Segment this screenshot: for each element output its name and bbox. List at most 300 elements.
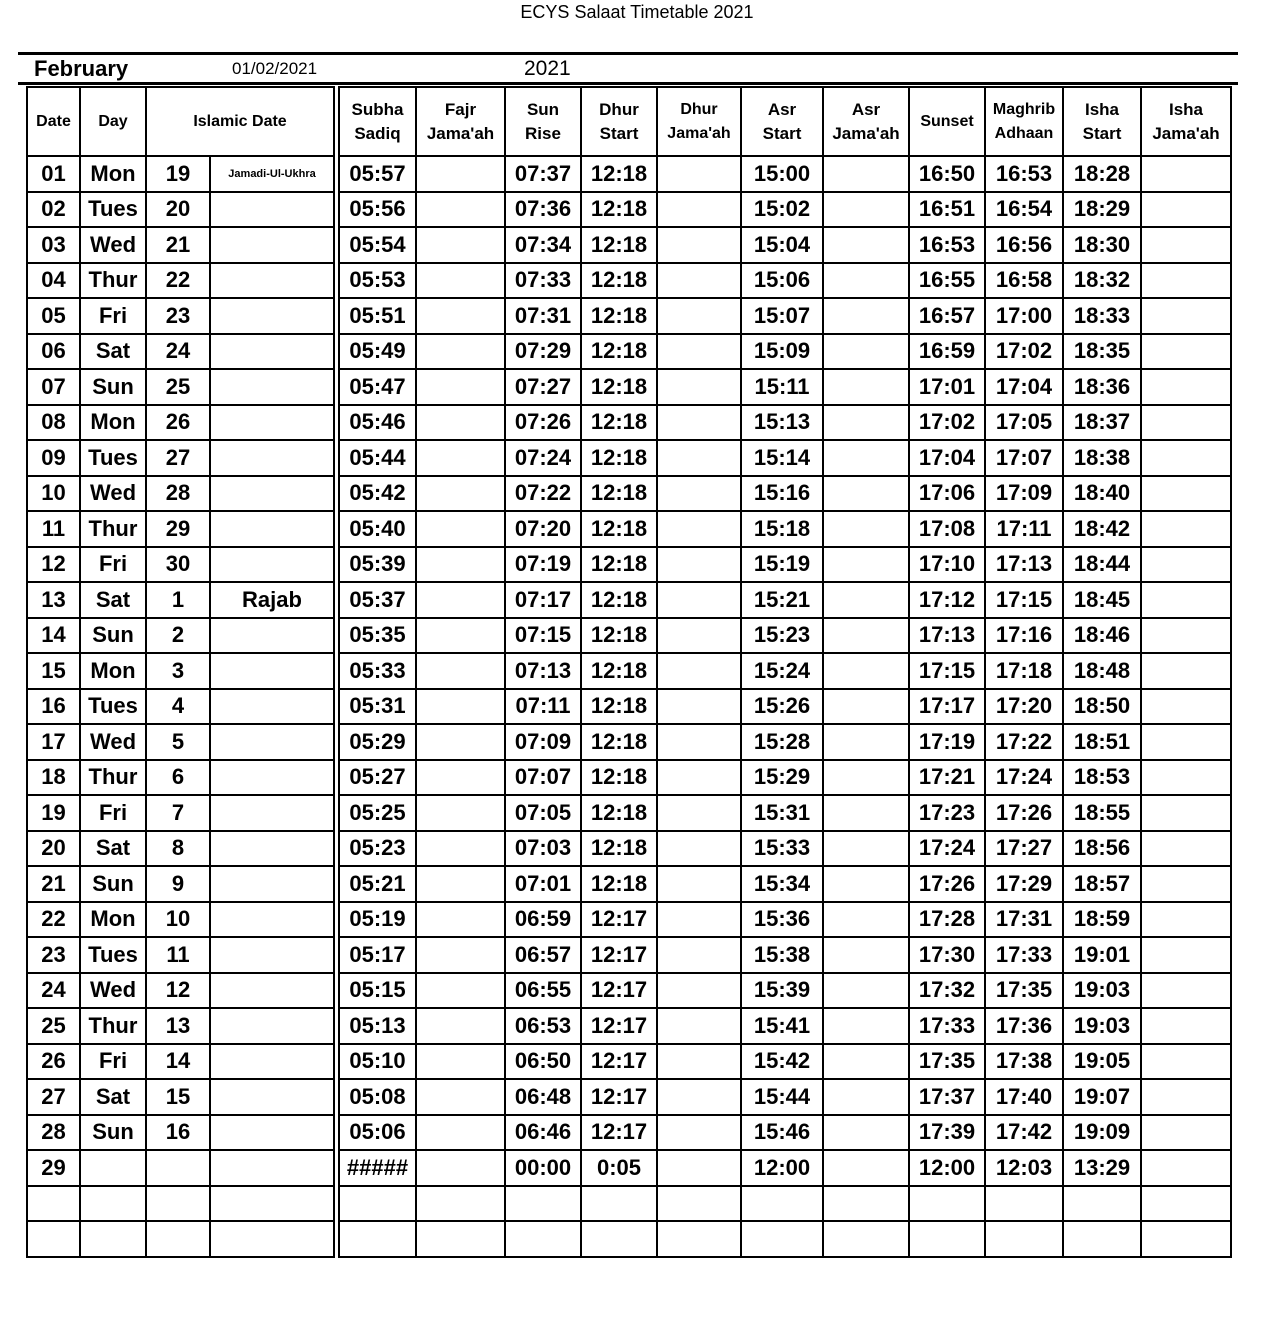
sunrise-cell: 06:59 bbox=[505, 902, 581, 938]
col-asr-jamaah-header: Asr Jama'ah bbox=[823, 87, 909, 156]
asr-jamaah-cell bbox=[823, 1115, 909, 1151]
day-cell: Sun bbox=[80, 369, 146, 405]
col-isha-jamaah-header: Isha Jama'ah bbox=[1141, 87, 1231, 156]
day-cell: Sat bbox=[80, 334, 146, 370]
day-cell: Sat bbox=[80, 582, 146, 618]
dhur-jamaah-cell bbox=[657, 227, 741, 263]
date-table bbox=[26, 86, 335, 1258]
sunrise-cell: 07:24 bbox=[505, 440, 581, 476]
table-row bbox=[339, 334, 1231, 370]
islamic-day-cell: 22 bbox=[146, 263, 210, 299]
asr-start-cell: 15:31 bbox=[741, 795, 823, 831]
sunset-cell: 17:06 bbox=[909, 476, 985, 512]
isha-jamaah-cell bbox=[1141, 334, 1231, 370]
fajr-jamaah-cell bbox=[416, 227, 505, 263]
dhur-start-cell: 12:18 bbox=[581, 369, 657, 405]
dhur-start-cell: 12:17 bbox=[581, 1044, 657, 1080]
islamic-month-cell bbox=[210, 973, 334, 1009]
maghrib-adhaan-cell: 17:15 bbox=[985, 582, 1063, 618]
sunrise-cell: 07:13 bbox=[505, 653, 581, 689]
year-label: 2021 bbox=[524, 57, 571, 80]
islamic-month-cell bbox=[210, 1008, 334, 1044]
asr-start-cell: 15:13 bbox=[741, 405, 823, 441]
sunrise-cell: 07:22 bbox=[505, 476, 581, 512]
dhur-jamaah-cell bbox=[657, 937, 741, 973]
date-cell: 06 bbox=[27, 334, 80, 370]
table-row bbox=[27, 724, 334, 760]
fajr-jamaah-cell bbox=[416, 618, 505, 654]
fajr-jamaah-cell bbox=[416, 547, 505, 583]
sunrise-cell: 07:17 bbox=[505, 582, 581, 618]
table-row bbox=[27, 1115, 334, 1151]
asr-jamaah-cell bbox=[823, 582, 909, 618]
dhur-start-cell: 12:18 bbox=[581, 192, 657, 228]
asr-jamaah-cell bbox=[823, 866, 909, 902]
fajr-jamaah-cell bbox=[416, 653, 505, 689]
islamic-day-cell: 9 bbox=[146, 866, 210, 902]
date-cell: 08 bbox=[27, 405, 80, 441]
asr-jamaah-cell bbox=[823, 1186, 909, 1222]
asr-jamaah-cell bbox=[823, 405, 909, 441]
dhur-start-cell: 12:18 bbox=[581, 405, 657, 441]
isha-start-cell: 19:03 bbox=[1063, 973, 1141, 1009]
asr-start-cell: 15:21 bbox=[741, 582, 823, 618]
date-cell: 23 bbox=[27, 937, 80, 973]
dhur-start-cell: 12:17 bbox=[581, 1008, 657, 1044]
sunset-cell: 17:32 bbox=[909, 973, 985, 1009]
day-cell: Sat bbox=[80, 831, 146, 867]
islamic-day-cell bbox=[146, 1221, 210, 1257]
asr-start-cell: 15:29 bbox=[741, 760, 823, 796]
isha-start-cell: 18:33 bbox=[1063, 298, 1141, 334]
isha-jamaah-cell bbox=[1141, 476, 1231, 512]
table-row bbox=[27, 1008, 334, 1044]
dhur-jamaah-cell bbox=[657, 866, 741, 902]
table-row bbox=[339, 227, 1231, 263]
subha-sadiq-cell: 05:23 bbox=[339, 831, 416, 867]
islamic-month-cell bbox=[210, 334, 334, 370]
date-cell: 02 bbox=[27, 192, 80, 228]
dhur-start-cell: 12:18 bbox=[581, 476, 657, 512]
maghrib-adhaan-cell: 17:02 bbox=[985, 334, 1063, 370]
islamic-day-cell: 30 bbox=[146, 547, 210, 583]
maghrib-adhaan-cell: 16:58 bbox=[985, 263, 1063, 299]
fajr-jamaah-cell bbox=[416, 973, 505, 1009]
asr-jamaah-cell bbox=[823, 1221, 909, 1257]
asr-jamaah-cell bbox=[823, 476, 909, 512]
islamic-day-cell: 20 bbox=[146, 192, 210, 228]
dhur-start-cell: 12:18 bbox=[581, 334, 657, 370]
sunrise-cell: 07:20 bbox=[505, 511, 581, 547]
isha-start-cell: 18:59 bbox=[1063, 902, 1141, 938]
maghrib-adhaan-cell: 17:05 bbox=[985, 405, 1063, 441]
subha-sadiq-cell: 05:17 bbox=[339, 937, 416, 973]
table-row bbox=[27, 866, 334, 902]
table-row bbox=[339, 1079, 1231, 1115]
date-cell: 03 bbox=[27, 227, 80, 263]
islamic-day-cell: 29 bbox=[146, 511, 210, 547]
day-cell: Thur bbox=[80, 760, 146, 796]
col-dhur-jamaah-header: Dhur Jama'ah bbox=[657, 87, 741, 156]
sunrise-cell: 07:26 bbox=[505, 405, 581, 441]
date-label: 01/02/2021 bbox=[232, 59, 318, 78]
islamic-day-cell: 4 bbox=[146, 689, 210, 725]
table-row bbox=[339, 1186, 1231, 1222]
asr-start-cell: 15:04 bbox=[741, 227, 823, 263]
maghrib-adhaan-cell bbox=[985, 1221, 1063, 1257]
isha-jamaah-cell bbox=[1141, 618, 1231, 654]
dhur-jamaah-cell bbox=[657, 1221, 741, 1257]
col-dhur-start-header: Dhur Start bbox=[581, 87, 657, 156]
maghrib-adhaan-cell: 16:54 bbox=[985, 192, 1063, 228]
date-cell: 09 bbox=[27, 440, 80, 476]
subha-sadiq-cell: 05:54 bbox=[339, 227, 416, 263]
dhur-jamaah-cell bbox=[657, 263, 741, 299]
col-isha-start-header: Isha Start bbox=[1063, 87, 1141, 156]
islamic-day-cell: 3 bbox=[146, 653, 210, 689]
col-date-header: Date bbox=[27, 87, 80, 156]
table-row bbox=[27, 511, 334, 547]
subha-sadiq-cell: 05:25 bbox=[339, 795, 416, 831]
islamic-month-cell bbox=[210, 227, 334, 263]
table-row bbox=[27, 902, 334, 938]
maghrib-adhaan-cell: 17:22 bbox=[985, 724, 1063, 760]
table-row bbox=[339, 156, 1231, 192]
subha-sadiq-cell: 05:15 bbox=[339, 973, 416, 1009]
day-cell: Wed bbox=[80, 973, 146, 1009]
date-cell bbox=[27, 1186, 80, 1222]
date-cell: 11 bbox=[27, 511, 80, 547]
isha-start-cell: 18:55 bbox=[1063, 795, 1141, 831]
sunrise-cell: 06:46 bbox=[505, 1115, 581, 1151]
islamic-month-cell bbox=[210, 1079, 334, 1115]
table-row bbox=[339, 582, 1231, 618]
table-row bbox=[339, 1044, 1231, 1080]
maghrib-adhaan-cell: 12:03 bbox=[985, 1150, 1063, 1186]
asr-jamaah-cell bbox=[823, 973, 909, 1009]
sunset-cell: 17:26 bbox=[909, 866, 985, 902]
subha-sadiq-cell: 05:51 bbox=[339, 298, 416, 334]
isha-jamaah-cell bbox=[1141, 795, 1231, 831]
date-cell: 24 bbox=[27, 973, 80, 1009]
table-row bbox=[27, 227, 334, 263]
sunrise-cell: 07:29 bbox=[505, 334, 581, 370]
asr-jamaah-cell bbox=[823, 653, 909, 689]
table-row bbox=[339, 866, 1231, 902]
sunset-cell: 17:08 bbox=[909, 511, 985, 547]
subha-sadiq-cell: 05:40 bbox=[339, 511, 416, 547]
table-row bbox=[27, 618, 334, 654]
date-table-header bbox=[27, 87, 334, 156]
date-cell: 07 bbox=[27, 369, 80, 405]
isha-jamaah-cell bbox=[1141, 1008, 1231, 1044]
asr-jamaah-cell bbox=[823, 440, 909, 476]
subha-sadiq-cell: ##### bbox=[339, 1150, 416, 1186]
table-row bbox=[339, 1221, 1231, 1257]
col-day-header: Day bbox=[80, 87, 146, 156]
sunset-cell: 17:01 bbox=[909, 369, 985, 405]
islamic-month-cell bbox=[210, 760, 334, 796]
col-sunrise-header: Sun Rise bbox=[505, 87, 581, 156]
asr-jamaah-cell bbox=[823, 1150, 909, 1186]
dhur-jamaah-cell bbox=[657, 369, 741, 405]
subha-sadiq-cell: 05:39 bbox=[339, 547, 416, 583]
maghrib-adhaan-cell: 17:09 bbox=[985, 476, 1063, 512]
maghrib-adhaan-cell: 17:40 bbox=[985, 1079, 1063, 1115]
dhur-jamaah-cell bbox=[657, 511, 741, 547]
subha-sadiq-cell bbox=[339, 1186, 416, 1222]
sunset-cell: 17:17 bbox=[909, 689, 985, 725]
sunrise-cell: 06:55 bbox=[505, 973, 581, 1009]
date-cell: 13 bbox=[27, 582, 80, 618]
date-cell bbox=[27, 1221, 80, 1257]
col-fajr-jamaah-header: Fajr Jama'ah bbox=[416, 87, 505, 156]
sunrise-cell: 07:05 bbox=[505, 795, 581, 831]
table-row bbox=[27, 653, 334, 689]
asr-start-cell: 15:36 bbox=[741, 902, 823, 938]
date-cell: 19 bbox=[27, 795, 80, 831]
asr-start-cell: 15:09 bbox=[741, 334, 823, 370]
fajr-jamaah-cell bbox=[416, 1150, 505, 1186]
table-row bbox=[339, 724, 1231, 760]
dhur-start-cell: 12:18 bbox=[581, 724, 657, 760]
table-row bbox=[27, 156, 334, 192]
maghrib-adhaan-cell: 17:33 bbox=[985, 937, 1063, 973]
fajr-jamaah-cell bbox=[416, 902, 505, 938]
maghrib-adhaan-cell: 16:53 bbox=[985, 156, 1063, 192]
table-row bbox=[339, 1115, 1231, 1151]
dhur-jamaah-cell bbox=[657, 1186, 741, 1222]
subha-sadiq-cell: 05:46 bbox=[339, 405, 416, 441]
islamic-month-cell bbox=[210, 369, 334, 405]
islamic-day-cell: 13 bbox=[146, 1008, 210, 1044]
asr-start-cell: 15:16 bbox=[741, 476, 823, 512]
fajr-jamaah-cell bbox=[416, 405, 505, 441]
isha-jamaah-cell bbox=[1141, 724, 1231, 760]
subha-sadiq-cell: 05:21 bbox=[339, 866, 416, 902]
islamic-day-cell: 7 bbox=[146, 795, 210, 831]
asr-start-cell: 15:46 bbox=[741, 1115, 823, 1151]
asr-jamaah-cell bbox=[823, 192, 909, 228]
col-islamic-date-header: Islamic Date bbox=[146, 87, 334, 156]
sunset-cell: 16:59 bbox=[909, 334, 985, 370]
date-cell: 05 bbox=[27, 298, 80, 334]
table-row bbox=[339, 902, 1231, 938]
sunset-cell: 17:30 bbox=[909, 937, 985, 973]
asr-jamaah-cell bbox=[823, 547, 909, 583]
dhur-start-cell: 12:17 bbox=[581, 1079, 657, 1115]
fajr-jamaah-cell bbox=[416, 511, 505, 547]
date-cell: 20 bbox=[27, 831, 80, 867]
subha-sadiq-cell: 05:27 bbox=[339, 760, 416, 796]
maghrib-adhaan-cell: 17:31 bbox=[985, 902, 1063, 938]
table-row bbox=[27, 973, 334, 1009]
asr-start-cell: 15:06 bbox=[741, 263, 823, 299]
dhur-jamaah-cell bbox=[657, 653, 741, 689]
asr-jamaah-cell bbox=[823, 902, 909, 938]
table-row bbox=[339, 795, 1231, 831]
subha-sadiq-cell: 05:56 bbox=[339, 192, 416, 228]
islamic-month-cell bbox=[210, 902, 334, 938]
maghrib-adhaan-cell: 16:56 bbox=[985, 227, 1063, 263]
dhur-jamaah-cell bbox=[657, 1150, 741, 1186]
sunset-cell: 17:35 bbox=[909, 1044, 985, 1080]
maghrib-adhaan-cell: 17:26 bbox=[985, 795, 1063, 831]
islamic-month-cell bbox=[210, 405, 334, 441]
islamic-month-cell bbox=[210, 1221, 334, 1257]
day-cell: Sun bbox=[80, 1115, 146, 1151]
islamic-day-cell bbox=[146, 1186, 210, 1222]
maghrib-adhaan-cell: 17:36 bbox=[985, 1008, 1063, 1044]
sunset-cell: 17:19 bbox=[909, 724, 985, 760]
table-row bbox=[27, 1221, 334, 1257]
subha-sadiq-cell: 05:57 bbox=[339, 156, 416, 192]
isha-jamaah-cell bbox=[1141, 405, 1231, 441]
dhur-jamaah-cell bbox=[657, 440, 741, 476]
maghrib-adhaan-cell: 17:29 bbox=[985, 866, 1063, 902]
islamic-day-cell: 19 bbox=[146, 156, 210, 192]
col-subha-sadiq-header: Subha Sadiq bbox=[339, 87, 416, 156]
table-row bbox=[339, 1008, 1231, 1044]
isha-jamaah-cell bbox=[1141, 689, 1231, 725]
asr-start-cell: 15:11 bbox=[741, 369, 823, 405]
dhur-jamaah-cell bbox=[657, 902, 741, 938]
date-cell: 04 bbox=[27, 263, 80, 299]
sunrise-cell: 07:01 bbox=[505, 866, 581, 902]
asr-jamaah-cell bbox=[823, 795, 909, 831]
dhur-jamaah-cell bbox=[657, 724, 741, 760]
asr-jamaah-cell bbox=[823, 760, 909, 796]
isha-start-cell: 13:29 bbox=[1063, 1150, 1141, 1186]
fajr-jamaah-cell bbox=[416, 1008, 505, 1044]
islamic-month-cell bbox=[210, 1150, 334, 1186]
dhur-jamaah-cell bbox=[657, 1115, 741, 1151]
day-cell: Fri bbox=[80, 795, 146, 831]
isha-start-cell: 18:46 bbox=[1063, 618, 1141, 654]
day-cell bbox=[80, 1221, 146, 1257]
asr-jamaah-cell bbox=[823, 1044, 909, 1080]
table-row bbox=[339, 1150, 1231, 1186]
asr-start-cell: 15:34 bbox=[741, 866, 823, 902]
islamic-month-cell bbox=[210, 440, 334, 476]
sunrise-cell: 07:37 bbox=[505, 156, 581, 192]
isha-start-cell bbox=[1063, 1221, 1141, 1257]
dhur-start-cell: 12:18 bbox=[581, 547, 657, 583]
day-cell bbox=[80, 1150, 146, 1186]
islamic-month-cell bbox=[210, 298, 334, 334]
asr-jamaah-cell bbox=[823, 298, 909, 334]
islamic-day-cell: 16 bbox=[146, 1115, 210, 1151]
sunrise-cell: 07:03 bbox=[505, 831, 581, 867]
islamic-month-cell bbox=[210, 724, 334, 760]
fajr-jamaah-cell bbox=[416, 369, 505, 405]
islamic-day-cell: 12 bbox=[146, 973, 210, 1009]
sunset-cell bbox=[909, 1186, 985, 1222]
islamic-day-cell: 25 bbox=[146, 369, 210, 405]
date-cell: 14 bbox=[27, 618, 80, 654]
table-row bbox=[27, 298, 334, 334]
isha-start-cell: 18:44 bbox=[1063, 547, 1141, 583]
asr-start-cell: 15:39 bbox=[741, 973, 823, 1009]
dhur-start-cell: 12:18 bbox=[581, 511, 657, 547]
table-row bbox=[27, 831, 334, 867]
dhur-jamaah-cell bbox=[657, 689, 741, 725]
table-row bbox=[27, 760, 334, 796]
islamic-day-cell: 10 bbox=[146, 902, 210, 938]
isha-start-cell: 18:50 bbox=[1063, 689, 1141, 725]
isha-start-cell: 18:57 bbox=[1063, 866, 1141, 902]
table-row bbox=[27, 405, 334, 441]
islamic-month-cell bbox=[210, 831, 334, 867]
maghrib-adhaan-cell: 17:27 bbox=[985, 831, 1063, 867]
asr-start-cell: 15:00 bbox=[741, 156, 823, 192]
islamic-month-cell bbox=[210, 192, 334, 228]
table-row bbox=[339, 440, 1231, 476]
dhur-jamaah-cell bbox=[657, 1008, 741, 1044]
isha-jamaah-cell bbox=[1141, 227, 1231, 263]
dhur-start-cell: 12:18 bbox=[581, 653, 657, 689]
dhur-jamaah-cell bbox=[657, 973, 741, 1009]
islamic-month-cell bbox=[210, 1044, 334, 1080]
maghrib-adhaan-cell: 17:42 bbox=[985, 1115, 1063, 1151]
fajr-jamaah-cell bbox=[416, 866, 505, 902]
day-cell: Thur bbox=[80, 511, 146, 547]
subha-sadiq-cell: 05:08 bbox=[339, 1079, 416, 1115]
header-rule bbox=[18, 82, 1238, 85]
isha-jamaah-cell bbox=[1141, 369, 1231, 405]
asr-jamaah-cell bbox=[823, 1079, 909, 1115]
sunset-cell: 16:57 bbox=[909, 298, 985, 334]
sunrise-cell: 07:19 bbox=[505, 547, 581, 583]
asr-start-cell: 12:00 bbox=[741, 1150, 823, 1186]
sunset-cell: 17:24 bbox=[909, 831, 985, 867]
dhur-start-cell: 0:05 bbox=[581, 1150, 657, 1186]
maghrib-adhaan-cell: 17:07 bbox=[985, 440, 1063, 476]
fajr-jamaah-cell bbox=[416, 937, 505, 973]
day-cell: Sat bbox=[80, 1079, 146, 1115]
asr-jamaah-cell bbox=[823, 1008, 909, 1044]
sunset-cell: 17:33 bbox=[909, 1008, 985, 1044]
day-cell: Thur bbox=[80, 1008, 146, 1044]
isha-start-cell: 19:05 bbox=[1063, 1044, 1141, 1080]
isha-jamaah-cell bbox=[1141, 547, 1231, 583]
sunrise-cell: 07:36 bbox=[505, 192, 581, 228]
asr-jamaah-cell bbox=[823, 724, 909, 760]
day-cell: Mon bbox=[80, 156, 146, 192]
table-row bbox=[27, 1186, 334, 1222]
table-row bbox=[339, 547, 1231, 583]
isha-start-cell: 18:48 bbox=[1063, 653, 1141, 689]
islamic-day-cell: 26 bbox=[146, 405, 210, 441]
dhur-start-cell: 12:18 bbox=[581, 227, 657, 263]
sunrise-cell: 07:11 bbox=[505, 689, 581, 725]
asr-jamaah-cell bbox=[823, 156, 909, 192]
asr-start-cell bbox=[741, 1186, 823, 1222]
dhur-jamaah-cell bbox=[657, 582, 741, 618]
asr-jamaah-cell bbox=[823, 369, 909, 405]
sunset-cell: 16:50 bbox=[909, 156, 985, 192]
dhur-start-cell: 12:18 bbox=[581, 156, 657, 192]
table-row bbox=[339, 476, 1231, 512]
islamic-day-cell bbox=[146, 1150, 210, 1186]
col-maghrib-adhaan-header: Maghrib Adhaan bbox=[985, 87, 1063, 156]
maghrib-adhaan-cell bbox=[985, 1186, 1063, 1222]
asr-jamaah-cell bbox=[823, 937, 909, 973]
fajr-jamaah-cell bbox=[416, 1115, 505, 1151]
asr-start-cell: 15:33 bbox=[741, 831, 823, 867]
subha-sadiq-cell: 05:33 bbox=[339, 653, 416, 689]
islamic-day-cell: 28 bbox=[146, 476, 210, 512]
